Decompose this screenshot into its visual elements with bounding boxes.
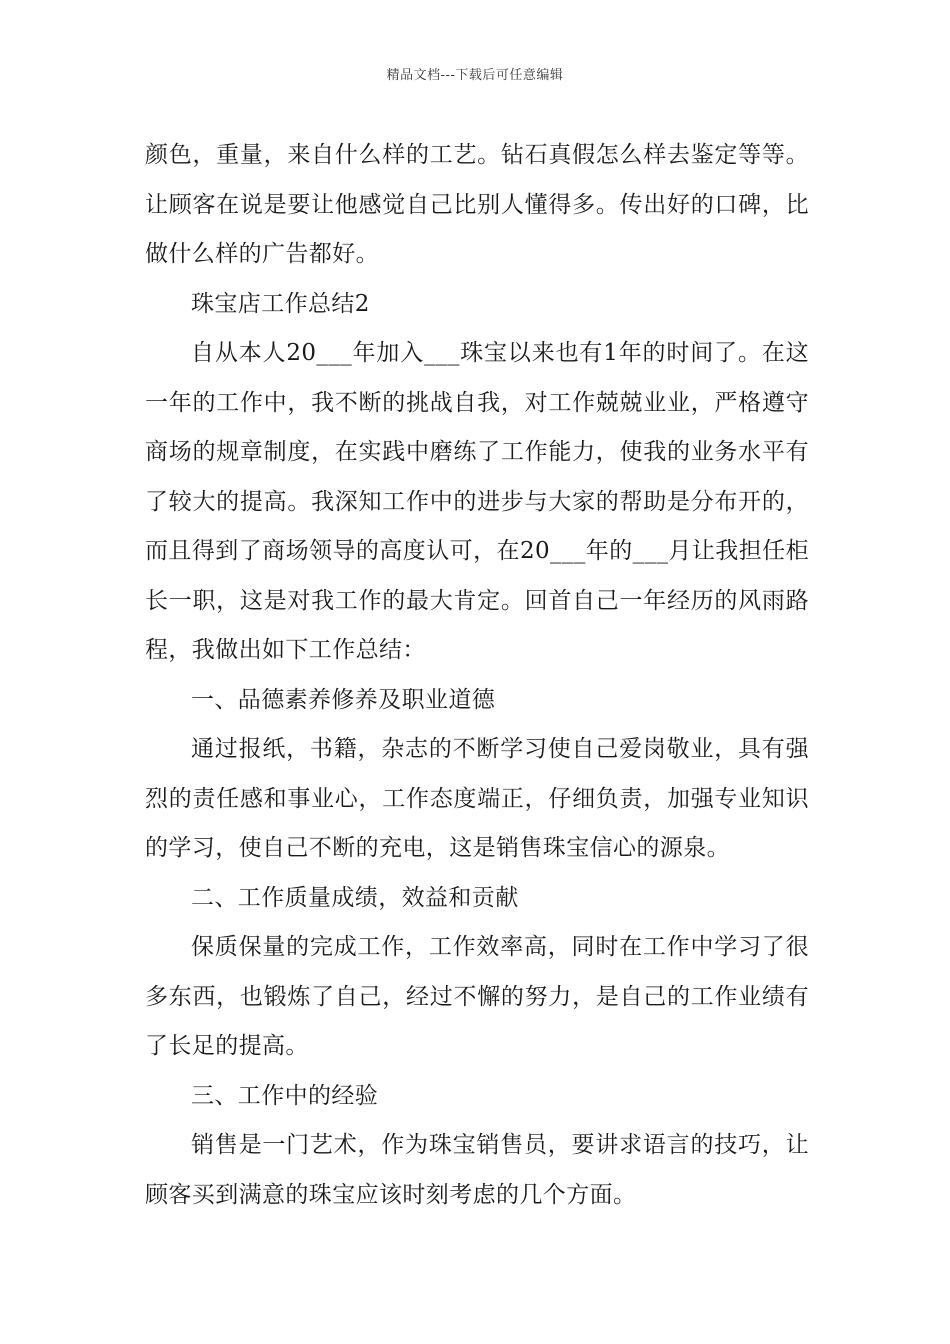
heading-2: 二、工作质量成绩，效益和贡献: [191, 884, 519, 911]
paragraph-intro: 自从本人20___年加入___珠宝以来也有1年的时间了。在这一年的工作中，我不断的挑战自我，对工作兢兢业业，严格遵守商场的规章制度，在实践中磨练了工作能力，使我的业务水平有了较大的提高。我深知工作中的进步与大家的帮助是分布开的，而且得到了商场领导的高度认可，在20___年的___月让我担任柜长一职，这是对我工作的最大肯定。回首自己一年经历的风雨路程，我做出如下工作总结：: [145, 340, 809, 663]
paragraph-2: 保质保量的完成工作，工作效率高，同时在工作中学习了很多东西，也锻炼了自己，经过不懈的努力，是自己的工作业绩有了长足的提高。: [145, 934, 809, 1059]
paragraph-1: 通过报纸，书籍，杂志的不断学习使自己爱岗敬业，具有强烈的责任感和事业心，工作态度端正，仔细负责，加强专业知识的学习，使自己不断的充电，这是销售珠宝信心的源泉。: [145, 736, 809, 861]
page-header: 精品文档---下载后可任意编辑: [386, 68, 564, 83]
section-title: 珠宝店工作总结2: [191, 290, 370, 317]
heading-1: 一、品德素养修养及职业道德: [191, 686, 496, 713]
document-body: [145, 131, 809, 1220]
heading-3: 三、工作中的经验: [191, 1082, 379, 1109]
paragraph-continued: 颜色，重量，来自什么样的工艺。钻石真假怎么样去鉴定等等。让顾客在说是要让他感觉自己比别人懂得多。传出好的口碑，比做什么样的广告都好。: [145, 142, 809, 267]
paragraph-3: 销售是一门艺术，作为珠宝销售员，要讲求语言的技巧，让顾客买到满意的珠宝应该时刻考虑的几个方面。: [145, 1132, 809, 1208]
